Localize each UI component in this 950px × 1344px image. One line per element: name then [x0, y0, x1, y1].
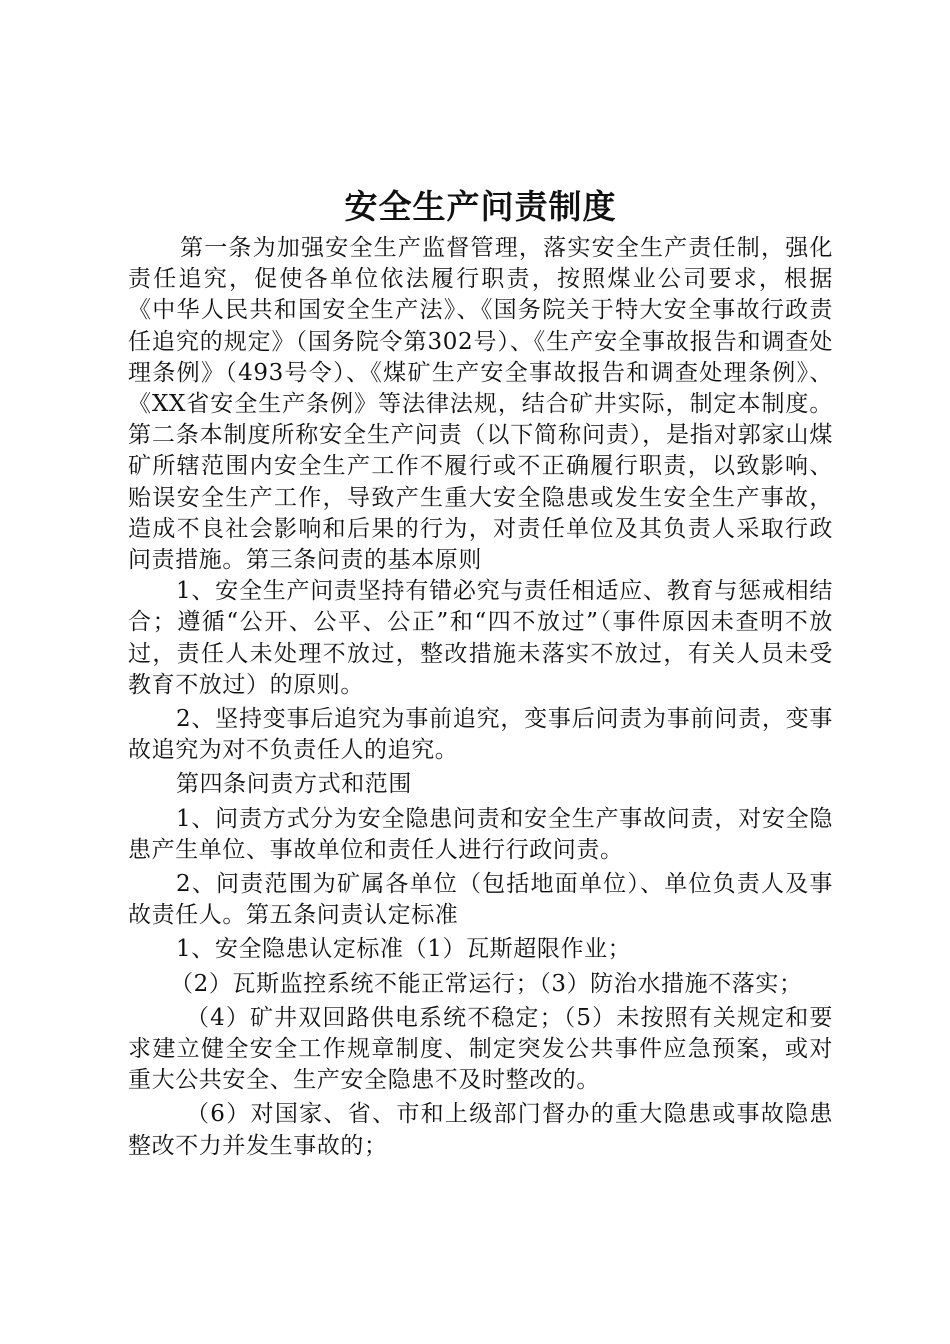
paragraph-principle-2: 2、坚持变事后追究为事前追究，变事后问责为事前问责，变事故追究为对不负责任人的追究。	[128, 706, 833, 764]
paragraph-article-1-3: 第一条为加强安全生产监督管理，落实安全生产责任制，强化责任追究，促使各单位依法履行职责，按照煤业公司要求，根据《中华人民共和国安全生产法》、《国务院关于特大安全事故行政责任追究的规定》（国务院令第302号）、《生产安全事故报告和调查处理条例》（493号令）、《煤矿生产安全事故报告和调查处理条例》、《XX省安全生产条例》等法律法规，结合矿井实际，制定本制度。第二条本制度所称安全生产问责（以下简称问责），是指对郭家山煤矿所辖范围内安全生产工作不履行或不正确履行职责，以致影响、贻误安全生产工作，导致产生重大安全隐患或发生安全生产事故，造成不良社会影响和后果的行为，对责任单位及其负责人采取行政问责措施。第三条问责的基本原则	[128, 235, 833, 574]
paragraph-standard-6: （6）对国家、省、市和上级部门督办的重大隐患或事故隐患整改不力并发生事故的；	[128, 1101, 833, 1159]
paragraph-principle-1: 1、安全生产问责坚持有错必究与责任相适应、教育与惩戒相结合；遵循“公开、公平、公正”和“四不放过”（事件原因未查明不放过，责任人未处理不放过，整改措施未落实不放过，有关人员未受教育不放过）的原则。	[128, 578, 833, 698]
paragraph-scope-1: 1、问责方式分为安全隐患问责和安全生产事故问责，对安全隐患产生单位、事故单位和责任人进行行政问责。	[128, 805, 833, 863]
paragraph-article-4-heading: 第四条问责方式和范围	[176, 771, 412, 798]
paragraph-standard-2-3: （2）瓦斯监控系统不能正常运行；（3）防治水措施不落实；	[170, 970, 803, 997]
paragraph-standard-4-5: （4）矿井双回路供电系统不稳定；（5）未按照有关规定和要求建立健全安全工作规章制度、制定突发公共事件应急预案，或对重大公共安全、生产安全隐患不及时整改的。	[128, 1004, 833, 1094]
paragraph-standard-1: 1、安全隐患认定标准（1）瓦斯超限作业；	[176, 936, 632, 963]
paragraph-scope-2: 2、问责范围为矿属各单位（包括地面单位）、单位负责人及事故责任人。第五条问责认定标准	[128, 871, 833, 929]
document-page	[128, 183, 833, 1162]
page-title: 安全生产问责制度	[344, 187, 617, 226]
